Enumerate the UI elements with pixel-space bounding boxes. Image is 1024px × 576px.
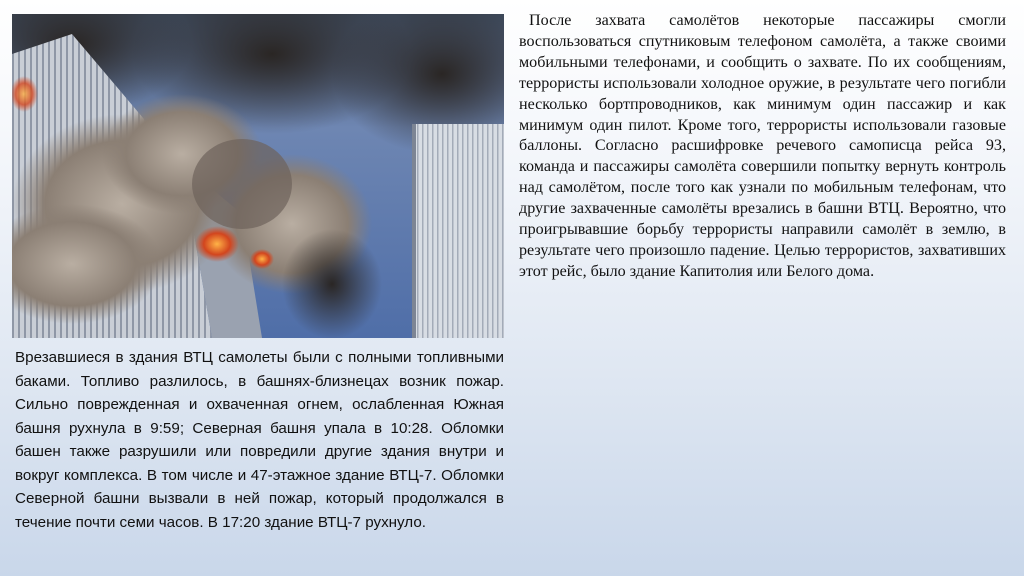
main-text-paragraph: После захвата самолётов некоторые пассажиры смогли воспользоваться спутниковым телефоном самолёта, а также своими мобильными телефонами, и сообщить о захвате. По их сообщениям, террористы использовали холодное оружие, в результате чего погибли несколько бортпроводников, как минимум один пассажир и как минимум один пилот. Кроме того, террористы использовали газовые баллоны. Согласно расшифровке речевого самописца рейса 93, команда и пассажиры самолёта совершили попытку вернуть контроль над самолётом, после того как узнали по мобильным телефонам, что другие захваченные самолёты врезались в башни ВТЦ. Вероятно, что проигрывавшие борьбу террористы направили самолёт в землю, в результате чего произошло падение. Целью террористов, захвативших этот рейс, было здание Капитолия или Белого дома. xyxy=(519,12,1006,280)
photo-illustration xyxy=(12,14,504,338)
wtc-collapse-photo xyxy=(12,14,504,338)
photo-caption: Врезавшиеся в здания ВТЦ самолеты были с полными топливными баками. Топливо разлилось, в башнях-близнецах возник пожар. Сильно поврежденная и охваченная огнем, ослабленная Южная башня рухнула в 9:59; Северная башня упала в 10:28. Обломки башен также разрушили или повредили другие здания внутри и вокруг комплекса. В том числе и 47-этажное здание ВТЦ-7. Обломки Северной башни вызвали в ней пожар, который продолжался в течение почти семи часов. В 17:20 здание ВТЦ-7 рухнуло. xyxy=(15,349,504,531)
